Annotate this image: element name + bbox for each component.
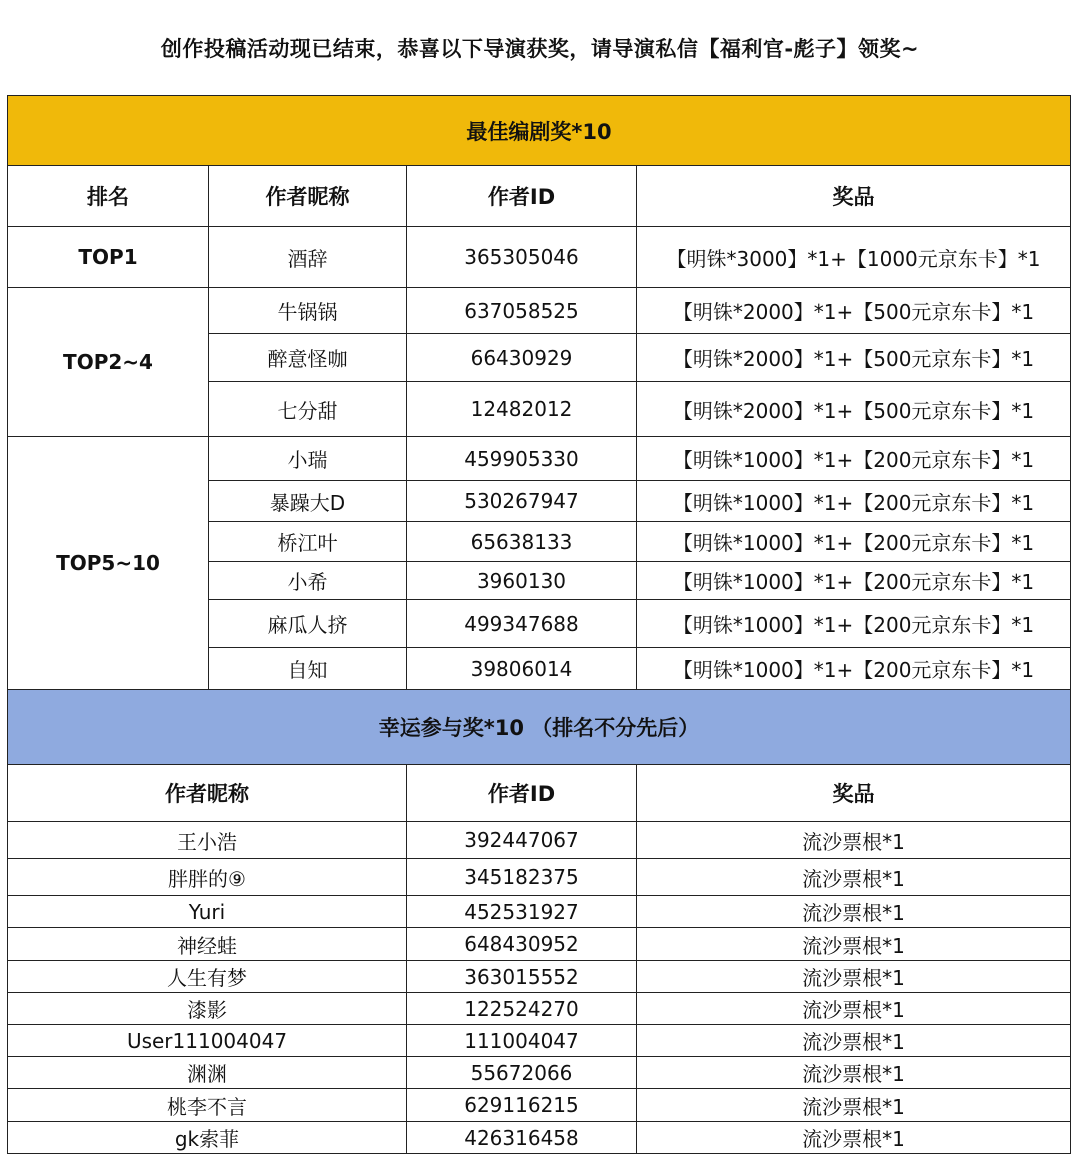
author-id-cell: 530267947 <box>407 481 637 522</box>
author-id-cell: 345182375 <box>407 859 637 896</box>
nickname-cell: 自知 <box>209 648 407 690</box>
author-id-cell: 459905330 <box>407 437 637 481</box>
author-id-cell: 426316458 <box>407 1122 637 1154</box>
nickname-cell: 人生有梦 <box>8 961 407 993</box>
author-id-cell: 122524270 <box>407 993 637 1025</box>
prize-cell: 流沙票根*1 <box>637 859 1071 896</box>
prize-cell: 流沙票根*1 <box>637 993 1071 1025</box>
author-id-cell: 648430952 <box>407 928 637 961</box>
prize-cell: 流沙票根*1 <box>637 961 1071 993</box>
prize-cell: 流沙票根*1 <box>637 1025 1071 1057</box>
rank-cell: TOP5~10 <box>8 437 209 690</box>
prize-cell: 流沙票根*1 <box>637 822 1071 859</box>
author-id-cell: 39806014 <box>407 648 637 690</box>
table-row <box>8 1122 1071 1154</box>
header-prize: 奖品 <box>637 166 1071 227</box>
prize-cell: 【明铢*1000】*1+【200元京东卡】*1 <box>637 481 1071 522</box>
table-row <box>8 1057 1071 1089</box>
author-id-cell: 111004047 <box>407 1025 637 1057</box>
author-id-cell: 365305046 <box>407 227 637 288</box>
nickname-cell: 桥江叶 <box>209 522 407 562</box>
nickname-cell: 渊渊 <box>8 1057 407 1089</box>
header-nickname: 作者昵称 <box>209 166 407 227</box>
prize-cell: 【明铢*1000】*1+【200元京东卡】*1 <box>637 600 1071 648</box>
lucky-participant-table <box>7 689 1071 1154</box>
nickname-cell: 暴躁大D <box>209 481 407 522</box>
header-nickname: 作者昵称 <box>8 765 407 822</box>
header-rank: 排名 <box>8 166 209 227</box>
nickname-cell: 酒辞 <box>209 227 407 288</box>
author-id-cell: 452531927 <box>407 896 637 928</box>
header-author-id: 作者ID <box>407 166 637 227</box>
nickname-cell: User111004047 <box>8 1025 407 1057</box>
nickname-cell: 胖胖的⑨ <box>8 859 407 896</box>
table-row <box>8 1025 1071 1057</box>
prize-cell: 【明铢*1000】*1+【200元京东卡】*1 <box>637 648 1071 690</box>
nickname-cell: 麻瓜人挤 <box>209 600 407 648</box>
nickname-cell: 漆影 <box>8 993 407 1025</box>
table-row <box>8 1089 1071 1122</box>
best-screenwriter-table <box>7 95 1071 690</box>
table-row <box>8 993 1071 1025</box>
nickname-cell: 神经蛙 <box>8 928 407 961</box>
author-id-cell: 55672066 <box>407 1057 637 1089</box>
best-award-title: 最佳编剧奖*10 <box>8 96 1071 166</box>
prize-cell: 【明铢*2000】*1+【500元京东卡】*1 <box>637 334 1071 382</box>
author-id-cell: 499347688 <box>407 600 637 648</box>
table-row <box>8 227 1071 288</box>
prize-cell: 流沙票根*1 <box>637 1122 1071 1154</box>
nickname-cell: Yuri <box>8 896 407 928</box>
lucky-award-title: 幸运参与奖*10 （排名不分先后） <box>8 690 1071 765</box>
author-id-cell: 637058525 <box>407 288 637 334</box>
prize-cell: 【明铢*1000】*1+【200元京东卡】*1 <box>637 437 1071 481</box>
table-row <box>8 859 1071 896</box>
header-author-id: 作者ID <box>407 765 637 822</box>
nickname-cell: 牛锅锅 <box>209 288 407 334</box>
prize-cell: 流沙票根*1 <box>637 896 1071 928</box>
prize-cell: 【明铢*1000】*1+【200元京东卡】*1 <box>637 562 1071 600</box>
nickname-cell: 小希 <box>209 562 407 600</box>
table-row <box>8 437 1071 481</box>
nickname-cell: 王小浩 <box>8 822 407 859</box>
nickname-cell: 醉意怪咖 <box>209 334 407 382</box>
nickname-cell: 七分甜 <box>209 382 407 437</box>
author-id-cell: 66430929 <box>407 334 637 382</box>
author-id-cell: 363015552 <box>407 961 637 993</box>
table-row <box>8 896 1071 928</box>
rank-cell: TOP1 <box>8 227 209 288</box>
nickname-cell: gk索菲 <box>8 1122 407 1154</box>
header-prize: 奖品 <box>637 765 1071 822</box>
prize-cell: 【明铢*3000】*1+【1000元京东卡】*1 <box>637 227 1071 288</box>
nickname-cell: 桃李不言 <box>8 1089 407 1122</box>
announcement-text: 创作投稿活动现已结束，恭喜以下导演获奖，请导演私信【福利官-彪子】领奖~ <box>160 36 920 61</box>
author-id-cell: 392447067 <box>407 822 637 859</box>
prize-cell: 【明铢*1000】*1+【200元京东卡】*1 <box>637 522 1071 562</box>
prize-cell: 流沙票根*1 <box>637 928 1071 961</box>
table-row <box>8 822 1071 859</box>
author-id-cell: 12482012 <box>407 382 637 437</box>
table-row <box>8 928 1071 961</box>
prize-cell: 流沙票根*1 <box>637 1089 1071 1122</box>
table-row <box>8 288 1071 334</box>
author-id-cell: 3960130 <box>407 562 637 600</box>
prize-cell: 【明铢*2000】*1+【500元京东卡】*1 <box>637 382 1071 437</box>
table-row <box>8 961 1071 993</box>
rank-cell: TOP2~4 <box>8 288 209 437</box>
prize-cell: 【明铢*2000】*1+【500元京东卡】*1 <box>637 288 1071 334</box>
nickname-cell: 小瑞 <box>209 437 407 481</box>
author-id-cell: 629116215 <box>407 1089 637 1122</box>
prize-cell: 流沙票根*1 <box>637 1057 1071 1089</box>
author-id-cell: 65638133 <box>407 522 637 562</box>
